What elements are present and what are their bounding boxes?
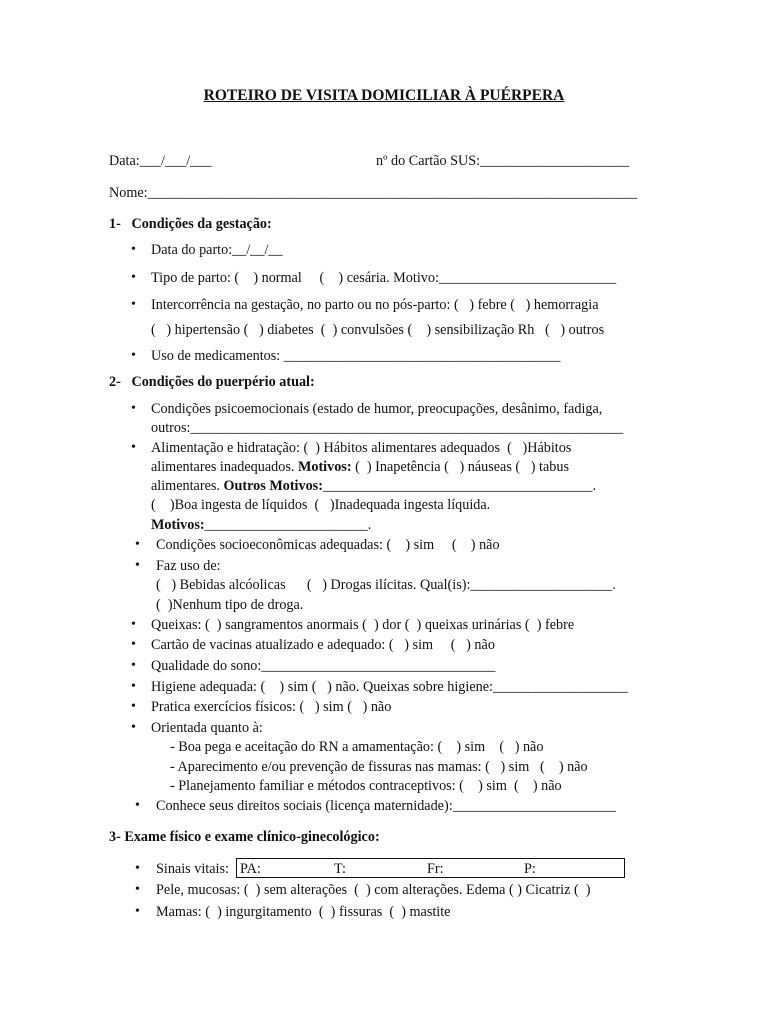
food-line-2[interactable]: alimentares inadequados. Motivos: ( ) Inapetência ( ) náuseas ( ) tabus xyxy=(151,459,569,475)
vitals-pa[interactable]: PA: xyxy=(240,861,261,877)
birth-date-field[interactable]: Data do parto:__/__/__ xyxy=(151,242,283,258)
vitals-p[interactable]: P: xyxy=(524,861,536,877)
bullet-icon: • xyxy=(135,537,140,552)
food-line-3[interactable]: alimentares. Outros Motivos:______________________________________. xyxy=(151,478,597,494)
hygiene-field[interactable]: Higiene adequada: ( ) sim ( ) não. Queixas sobre higiene:___________________ xyxy=(151,679,628,695)
vitals-box[interactable] xyxy=(236,858,625,878)
bullet-icon: • xyxy=(131,401,136,416)
breasts-field[interactable]: Mamas: ( ) ingurgitamento ( ) fissuras ( ) mastite xyxy=(156,904,451,920)
bullet-icon: • xyxy=(131,617,136,632)
socio-field[interactable]: Condições socioeconômicas adequadas: ( ) sim ( ) não xyxy=(156,537,500,553)
complications-line-2[interactable]: ( ) hipertensão ( ) diabetes ( ) convulsões ( ) sensibilização Rh ( ) outros xyxy=(151,322,605,338)
oriented-heading: Orientada quanto à: xyxy=(151,720,263,736)
section-3-heading: 3- Exame físico e exame clínico-ginecológico: xyxy=(109,829,380,845)
bullet-icon: • xyxy=(135,861,140,876)
food-line-4[interactable]: ( )Boa ingesta de líquidos ( )Inadequada ingesta líquida. xyxy=(151,497,491,513)
psycho-line-2[interactable]: outros:_____________________________________________________________ xyxy=(151,420,624,436)
name-field[interactable]: Nome:_____________________________________________________________________ xyxy=(109,185,638,201)
drugs-line-3[interactable]: ( )Nenhum tipo de droga. xyxy=(156,597,304,613)
sleep-field[interactable]: Qualidade do sono:_________________________________ xyxy=(151,658,496,674)
bullet-icon: • xyxy=(131,348,136,363)
drugs-line-1: Faz uso de: xyxy=(156,558,221,574)
bullet-icon: • xyxy=(131,658,136,673)
section-2-heading: 2- Condições do puerpério atual: xyxy=(109,374,315,390)
bullet-icon: • xyxy=(131,270,136,285)
vitals-fr[interactable]: Fr: xyxy=(427,861,444,877)
drugs-line-2[interactable]: ( ) Bebidas alcóolicas ( ) Drogas ilícitas. Qual(is):____________________. xyxy=(156,577,616,593)
bullet-icon: • xyxy=(131,242,136,257)
bullet-icon: • xyxy=(131,679,136,694)
oriented-item-2[interactable]: - Aparecimento e/ou prevenção de fissuras nas mamas: ( ) sim ( ) não xyxy=(170,759,588,775)
oriented-item-3[interactable]: - Planejamento familiar e métodos contraceptivos: ( ) sim ( ) não xyxy=(170,778,562,794)
bullet-icon: • xyxy=(131,440,136,455)
psycho-line-1: Condições psicoemocionais (estado de humor, preocupações, desânimo, fadiga, xyxy=(151,401,603,417)
vitals-label: Sinais vitais: xyxy=(156,861,229,877)
food-line-1[interactable]: Alimentação e hidratação: ( ) Hábitos alimentares adequados ( )Hábitos xyxy=(151,440,572,456)
rights-field[interactable]: Conhece seus direitos sociais (licença maternidade):_______________________ xyxy=(156,798,616,814)
birth-type-field[interactable]: Tipo de parto: ( ) normal ( ) cesária. Motivo:_________________________ xyxy=(151,270,617,286)
bullet-icon: • xyxy=(131,699,136,714)
skin-field[interactable]: Pele, mucosas: ( ) sem alterações ( ) com alterações. Edema ( ) Cicatriz ( ) xyxy=(156,882,591,898)
bullet-icon: • xyxy=(135,798,140,813)
medications-field[interactable]: Uso de medicamentos: _______________________________________ xyxy=(151,348,561,364)
bullet-icon: • xyxy=(131,297,136,312)
sus-card-field[interactable]: nº do Cartão SUS:_____________________ xyxy=(376,153,630,169)
complaints-field[interactable]: Queixas: ( ) sangramentos anormais ( ) dor ( ) queixas urinárias ( ) febre xyxy=(151,617,575,633)
vaccines-field[interactable]: Cartão de vacinas atualizado e adequado: ( ) sim ( ) não xyxy=(151,637,495,653)
bullet-icon: • xyxy=(131,637,136,652)
oriented-item-1[interactable]: - Boa pega e aceitação do RN a amamentação: ( ) sim ( ) não xyxy=(170,739,544,755)
complications-line-1[interactable]: Intercorrência na gestação, no parto ou no pós-parto: ( ) febre ( ) hemorragia xyxy=(151,297,599,313)
bullet-icon: • xyxy=(135,904,140,919)
exercise-field[interactable]: Pratica exercícios físicos: ( ) sim ( ) não xyxy=(151,699,392,715)
date-field[interactable]: Data:___/___/___ xyxy=(109,153,212,169)
bullet-icon: • xyxy=(135,558,140,573)
form-title: ROTEIRO DE VISITA DOMICILIAR À PUÉRPERA xyxy=(203,87,565,104)
section-1-heading: 1- Condições da gestação: xyxy=(109,216,272,232)
vitals-t[interactable]: T: xyxy=(334,861,346,877)
food-line-5[interactable]: Motivos:_______________________. xyxy=(151,517,372,533)
bullet-icon: • xyxy=(135,882,140,897)
bullet-icon: • xyxy=(131,720,136,735)
